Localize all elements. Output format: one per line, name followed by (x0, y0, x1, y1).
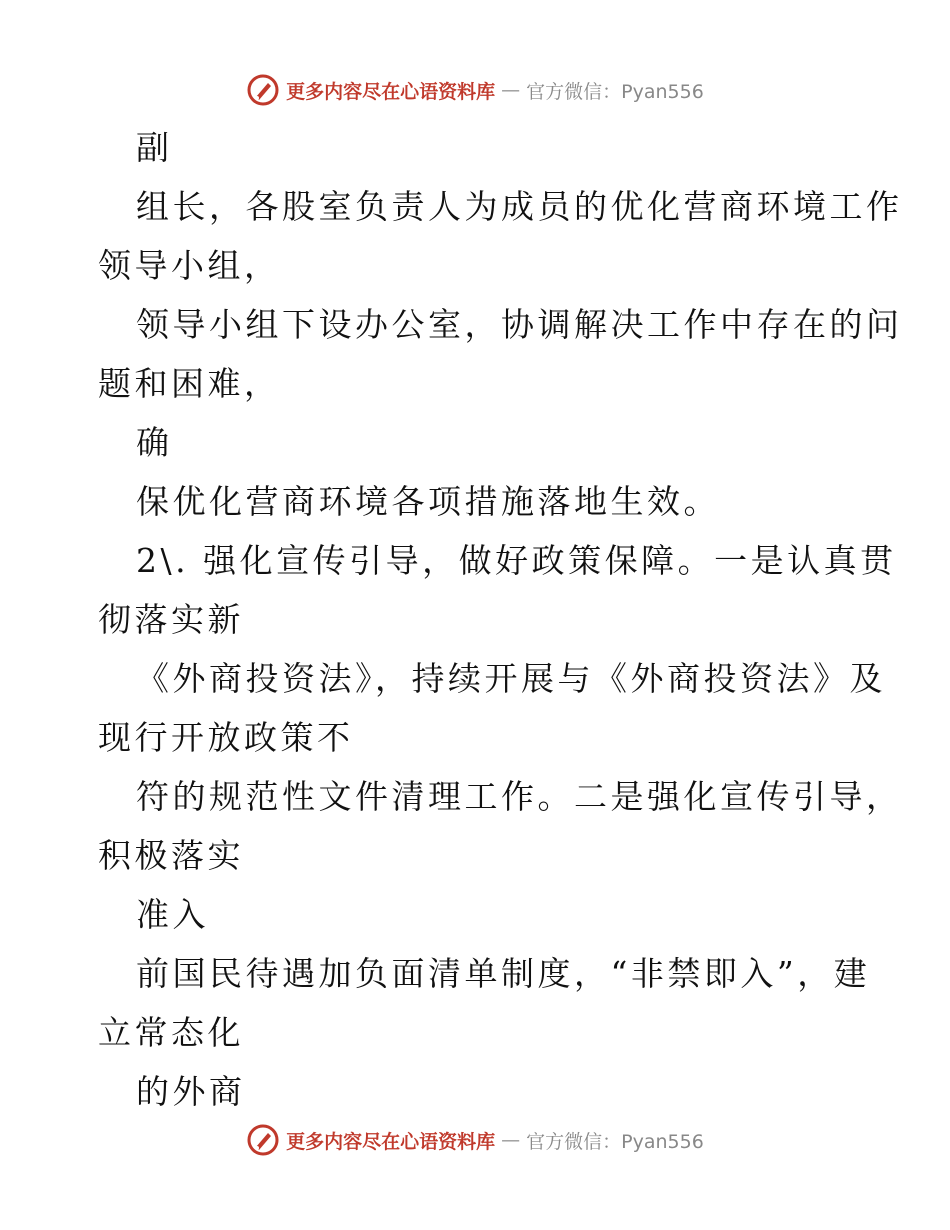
header-watermark (0, 70, 950, 110)
text-line: 确 (136, 423, 173, 462)
pen-logo-icon (246, 73, 280, 107)
text-line: 现行开放政策不 (98, 718, 354, 757)
watermark-separator: — (501, 1129, 521, 1151)
text-line: 领导小组下设办公室，协调解决工作中存在的问 (136, 305, 903, 344)
document-body (98, 118, 903, 1121)
watermark-brand: 更多内容尽在心语资料库 (286, 80, 496, 103)
text-line: 领导小组， (98, 246, 281, 285)
text-line: 《外商投资法》，持续开展与《外商投资法》及 (136, 659, 886, 698)
text-line: 立常态化 (98, 1013, 244, 1052)
text-line: 前国民待遇加负面清单制度，“非禁即入”，建 (136, 954, 871, 993)
text-line: 保优化营商环境各项措施落地生效。 (136, 482, 720, 521)
text-line: 符的规范性文件清理工作。二是强化宣传引导， (136, 777, 903, 816)
watermark-official: 官方微信：Pyan556 (526, 80, 704, 103)
text-line: 题和困难， (98, 364, 281, 403)
text-line: 准入 (136, 895, 209, 934)
text-line: 副 (136, 128, 173, 167)
pen-logo-icon (246, 1123, 280, 1157)
watermark-brand: 更多内容尽在心语资料库 (286, 1130, 496, 1153)
text-line: 积极落实 (98, 836, 244, 875)
text-line: 彻落实新 (98, 600, 244, 639)
watermark-separator: — (501, 79, 521, 101)
watermark-official: 官方微信：Pyan556 (526, 1130, 704, 1153)
footer-watermark (0, 1120, 950, 1160)
text-line: 的外商 (136, 1072, 246, 1111)
text-line: 2\. 强化宣传引导，做好政策保障。一是认真贯 (136, 541, 897, 580)
text-line: 组长，各股室负责人为成员的优化营商环境工作 (136, 187, 903, 226)
